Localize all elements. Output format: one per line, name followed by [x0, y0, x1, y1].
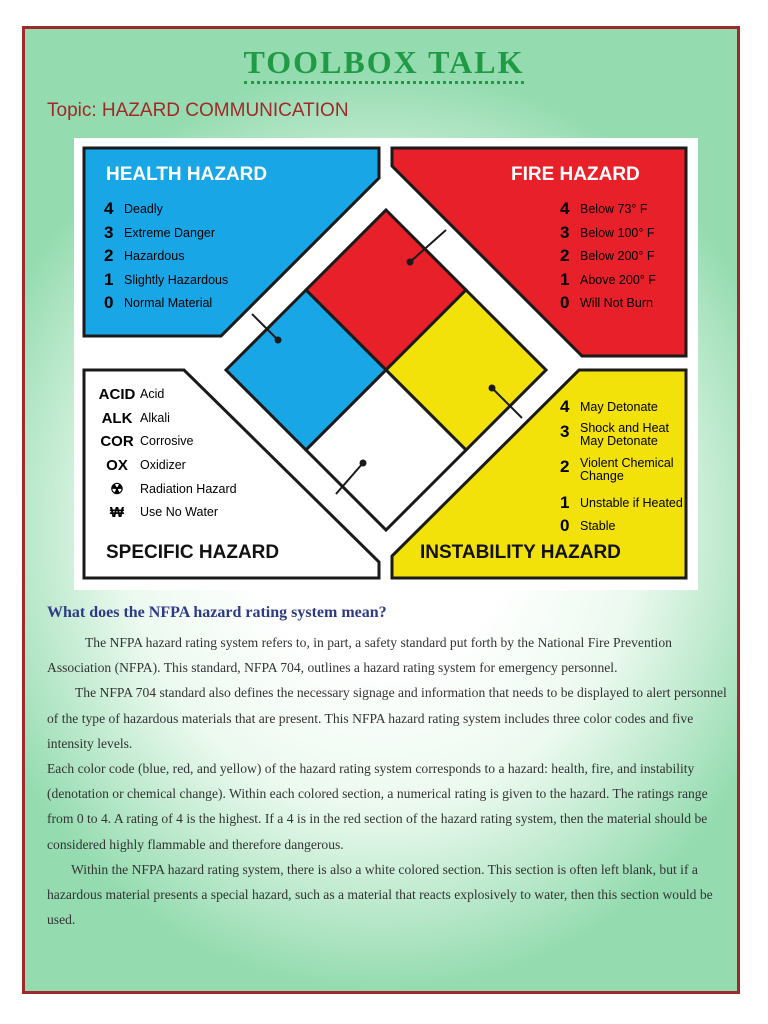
specific-row: ☢ Radiation Hazard — [94, 480, 237, 498]
fire-row: 2 Below 200° F — [560, 246, 655, 265]
radiation-icon: ☢ — [110, 481, 124, 498]
fire-row: 4 Below 73° F — [560, 199, 648, 218]
fire-title: FIRE HAZARD — [511, 164, 640, 185]
fire-row: 0 Will Not Burn — [560, 293, 653, 312]
page-title: TOOLBOX TALK — [0, 44, 768, 81]
instability-row: 2 Violent Chemical Change — [560, 456, 674, 483]
section-question: What does the NFPA hazard rating system mean? — [47, 604, 387, 621]
health-row: 1 Slightly Hazardous — [104, 270, 229, 289]
health-row: 4 Deadly — [104, 199, 163, 218]
specific-row: ALK Alkali — [101, 410, 170, 427]
paragraph: The NFPA 704 standard also defines the necessary signage and information that needs to be displayed to alert personnel of the type of hazardous materials that are present. This NFPA hazard rating system includes three color codes and five intensity levels. — [47, 685, 727, 751]
fire-row: 1 Above 200° F — [560, 270, 656, 289]
instability-row: 3 Shock and Heat May Detonate — [560, 421, 669, 448]
nfpa-diagram — [74, 138, 698, 590]
fire-row: 3 Below 100° F — [560, 223, 655, 242]
instability-row: 0 Stable — [560, 516, 616, 535]
article-body — [47, 630, 727, 932]
instability-row: 4 May Detonate — [560, 397, 658, 416]
paragraph: The NFPA hazard rating system refers to, in part, a safety standard put forth by the National Fire Prevention Association (NFPA). This standard, NFPA 704, outlines a hazard rating system for emergency personnel. — [47, 635, 672, 676]
paragraph: Each color code (blue, red, and yellow) of the hazard rating system corresponds to a hazard: health, fire, and instability (denotation or chemical change). Within each colored section, a numerical rating is given to the hazard. The ratings range from 0 to 4. A rating of 4 is the highest. If a 4 is in the red section of the hazard rating system, then the material should be considered highly flammable and therefore dangerous. — [47, 761, 708, 852]
health-row: 3 Extreme Danger — [104, 223, 216, 242]
no-water-icon: ₩ — [109, 504, 125, 521]
health-row: 2 Hazardous — [104, 246, 185, 265]
topic-heading: Topic: HAZARD COMMUNICATION — [47, 100, 349, 121]
health-title: HEALTH HAZARD — [106, 164, 268, 185]
specific-row: COR Corrosive — [100, 433, 194, 450]
instability-title: INSTABILITY HAZARD — [420, 542, 621, 563]
health-row: 0 Normal Material — [104, 293, 213, 312]
specific-row: OX Oxidizer — [106, 457, 186, 474]
specific-row: ACID Acid — [98, 386, 165, 403]
specific-row: ₩ Use No Water — [94, 504, 218, 521]
paragraph: Within the NFPA hazard rating system, there is also a white colored section. This section is often left blank, but if a hazardous material presents a special hazard, such as a material that reacts explosively to water, then this section would be used. — [47, 861, 713, 928]
instability-row: 1 Unstable if Heated — [560, 493, 683, 512]
specific-title: SPECIFIC HAZARD — [106, 542, 280, 563]
